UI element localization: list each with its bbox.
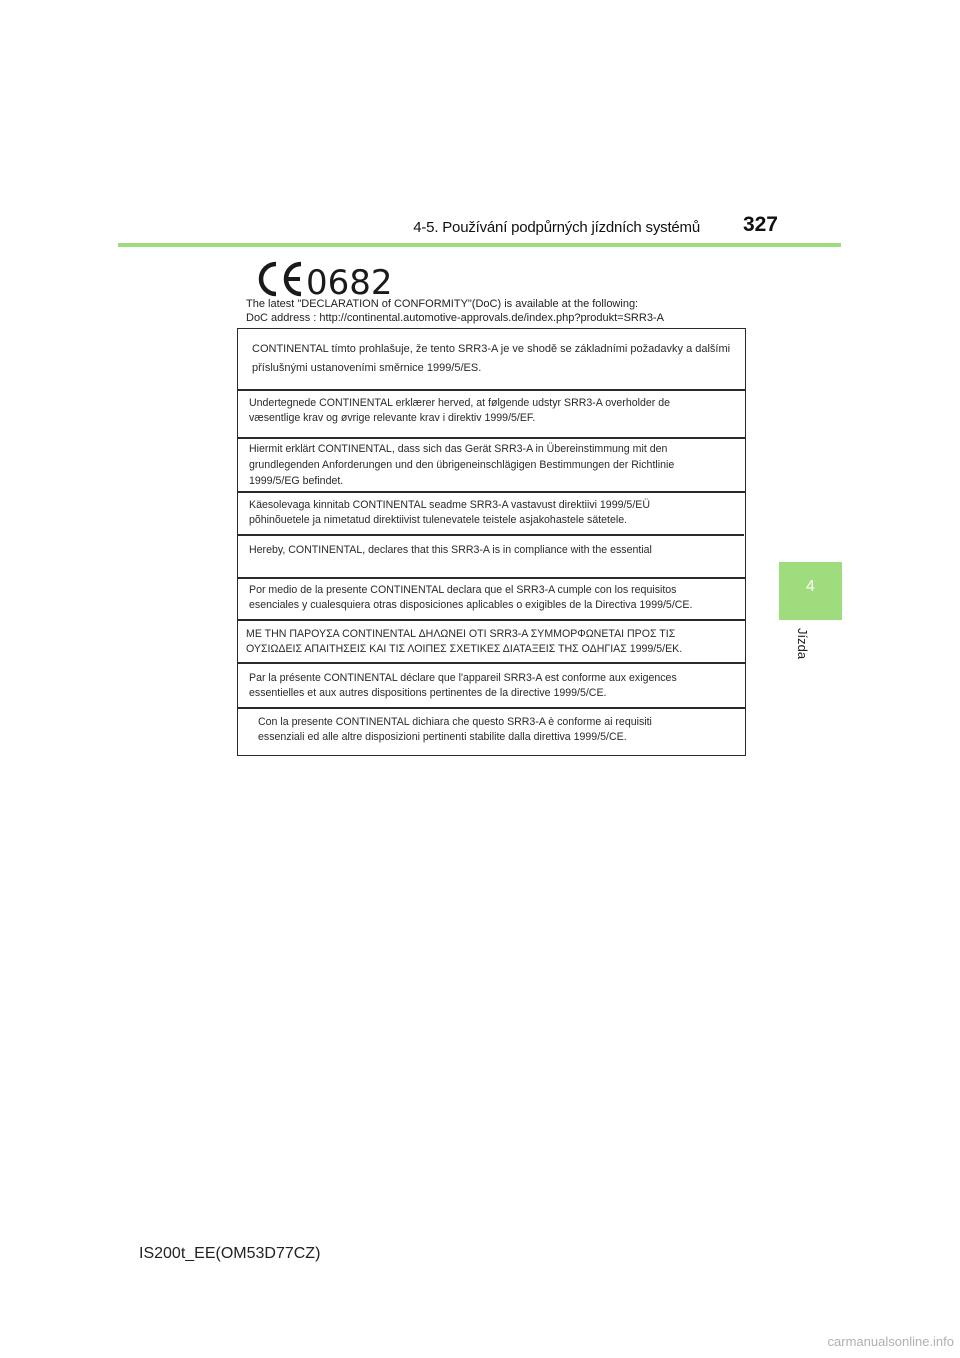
chapter-label: Jízda <box>795 628 810 660</box>
watermark: carmanualsonline.info <box>827 1334 954 1349</box>
row-divider <box>237 534 744 536</box>
row-divider <box>237 707 746 709</box>
model-code: IS200t_EE(OM53D77CZ) <box>139 1245 321 1262</box>
chapter-number: 4 <box>806 578 815 595</box>
doc-address: DoC address : http://continental.automotive-approvals.de/index.php?produkt=SRR3-A <box>246 312 664 324</box>
row-divider <box>237 491 746 493</box>
row-divider <box>237 437 746 439</box>
notified-body-number: 0682 <box>306 263 393 300</box>
header-rule <box>118 243 841 247</box>
declaration-es: Por medio de la presente CONTINENTAL declara que el SRR3-A cumple con los requisitos esenciales y cualesquiera otras disposiciones aplicables o exigibles de la Directiva 1999/5/CE. <box>249 584 693 611</box>
row-divider <box>237 662 746 664</box>
declaration-da: Undertegnede CONTINENTAL erklærer herved, at følgende udstyr SRR3-A overholder de væsentlige krav og øvrige relevante krav i direktiv 1999/5/EF. <box>249 397 670 424</box>
declaration-de: Hiermit erklärt CONTINENTAL, dass sich das Gerät SRR3-A in Übereinstimmung mit den grundlegenden Anforderungen und den übrigeneinschlägigen Bestimmungen der Richtlinie 1999/5/EG befindet. <box>249 443 675 487</box>
declaration-et: Käesolevaga kinnitab CONTINENTAL seadme SRR3-A vastavust direktiivi 1999/5/EÜ põhinõuetele ja nimetatud direktiivist tulenevatele teistele asjakohastele sätetele. <box>249 499 650 526</box>
ce-mark-logo <box>252 258 412 300</box>
row-divider <box>237 619 746 621</box>
declaration-cs: CONTINENTAL tímto prohlašuje, že tento SRR3-A je ve shodě se základními požadavky a dalšími příslušnými ustanoveními směrnice 1999/5/ES. <box>252 343 731 374</box>
declaration-it: Con la presente CONTINENTAL dichiara che questo SRR3-A è conforme ai requisiti essenziali ed alle altre disposizioni pertinenti stabilite dalla direttiva 1999/5/CE. <box>258 716 652 743</box>
page-number: 327 <box>742 213 778 236</box>
section-title: 4-5. Používání podpůrných jízdních systémů <box>413 219 700 236</box>
declaration-fr: Par la présente CONTINENTAL déclare que l'appareil SRR3-A est conforme aux exigences essentielles et aux autres dispositions pertinentes de la directive 1999/5/CE. <box>249 672 677 699</box>
doc-availability-notice: The latest "DECLARATION of CONFORMITY"(DoC) is available at the following: <box>246 298 639 310</box>
row-divider <box>237 389 746 391</box>
declaration-el: ΜΕ ΤΗΝ ΠΑΡΟΥΣΑ CONTINENTAL ΔΗΛΩΝΕΙ ΟΤΙ SRR3-A ΣΥΜΜΟΡΦΩΝΕΤΑΙ ΠΡΟΣ ΤΙΣ ΟΥΣΙΩΔΕΙΣ ΑΠΑΙΤΗΣΕΙΣ ΚΑΙ ΤΙΣ ΛΟΙΠΕΣ ΣΧΕΤΙΚΕΣ ΔΙΑΤΑΞΕΙΣ ΤΗΣ ΟΔΗΓΙΑΣ 1999/5/ΕΚ. <box>246 628 683 655</box>
declaration-en: Hereby, CONTINENTAL, declares that this SRR3-A is in compliance with the essential <box>249 544 652 556</box>
row-divider <box>237 577 746 579</box>
